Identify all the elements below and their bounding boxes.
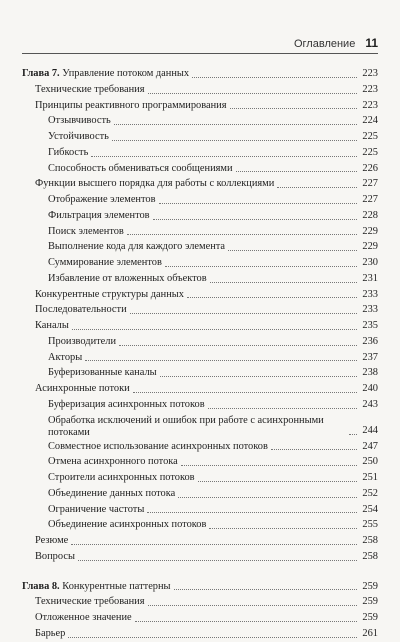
toc-entry-label <box>22 415 346 439</box>
page-number: 11 <box>365 36 378 50</box>
toc-entry[interactable] <box>22 129 378 145</box>
toc-entry-title: Конкурентные паттерны <box>62 580 171 592</box>
toc-entry-title: Выполнение кода для каждого элемента <box>48 241 226 253</box>
leader-dots <box>174 589 357 590</box>
leader-dots <box>71 544 357 545</box>
toc-entry-page: 259 <box>362 580 378 592</box>
toc-entry-label <box>22 66 189 82</box>
toc-entry-title: Резюме <box>35 535 69 546</box>
toc-entry-title: Ограничение частоты <box>48 503 145 515</box>
leader-dots <box>119 345 357 346</box>
leader-dots <box>208 408 357 409</box>
toc-entry-title: Суммирование элементов <box>48 257 162 268</box>
toc-entry-page: 240 <box>362 383 378 394</box>
leader-dots <box>349 434 357 435</box>
toc-entry-page: 223 <box>362 68 378 79</box>
chapter-gap <box>22 565 378 579</box>
toc-entry-page: 226 <box>362 162 378 174</box>
toc-entry-label <box>22 579 171 595</box>
toc-entry-label <box>22 350 82 366</box>
toc-entry[interactable] <box>22 502 378 518</box>
toc-entry-page: 251 <box>362 472 378 483</box>
toc-entry-title: Асинхронные потоки <box>35 383 130 394</box>
leader-dots <box>85 360 357 361</box>
toc-entry-title: Отложенное значение <box>35 612 132 623</box>
header-rule <box>22 53 378 54</box>
toc-entry-title: Устойчивость <box>48 131 109 142</box>
toc-entry-label <box>22 208 150 224</box>
toc-entry-page: 223 <box>362 83 378 95</box>
leader-dots <box>112 140 357 141</box>
toc-entry-page: 231 <box>362 272 378 284</box>
toc-entry-page: 227 <box>362 194 378 205</box>
toc-entry-label <box>22 486 175 502</box>
toc-entry-page: 252 <box>362 487 378 499</box>
toc-entry-page: 244 <box>362 424 378 436</box>
toc-entry-title: Буферизованные каналы <box>48 367 157 379</box>
toc-entry-page: 243 <box>362 398 378 410</box>
toc-entry-page: 255 <box>362 519 378 531</box>
toc-entry[interactable] <box>22 626 378 642</box>
toc-entry[interactable] <box>22 302 378 318</box>
toc-entry-title: Обработка исключений и ошибок при работе с асинхронными потоками <box>48 414 324 438</box>
toc-entry-title: Конкурентные структуры данных <box>35 288 184 300</box>
toc-entry[interactable] <box>22 549 378 565</box>
leader-dots <box>271 449 357 450</box>
toc-entry-title: Избавление от вложенных объектов <box>48 272 207 284</box>
toc-entry-page: 233 <box>362 304 378 316</box>
toc-entry-title: Отзывчивость <box>48 115 111 127</box>
toc-entry-page: 250 <box>362 456 378 468</box>
leader-dots <box>277 187 357 188</box>
toc-entry-label <box>22 82 145 98</box>
toc-entry-page: 225 <box>362 131 378 142</box>
toc-entry-label <box>22 549 75 565</box>
toc-entry[interactable] <box>22 413 378 439</box>
toc-entry[interactable] <box>22 255 378 271</box>
toc-entry[interactable] <box>22 192 378 208</box>
leader-dots <box>114 124 357 125</box>
table-of-contents <box>22 66 378 642</box>
running-header-title: Оглавление <box>293 38 356 50</box>
leader-dots <box>130 313 357 314</box>
leader-dots <box>181 465 357 466</box>
leader-dots <box>68 637 357 638</box>
toc-entry-label <box>22 113 111 129</box>
toc-entry[interactable] <box>22 98 378 114</box>
toc-entry[interactable] <box>22 365 378 381</box>
toc-entry-label <box>22 224 124 240</box>
toc-entry[interactable] <box>22 397 378 413</box>
toc-entry-label <box>22 594 145 610</box>
toc-entry[interactable] <box>22 82 378 98</box>
leader-dots <box>153 219 357 220</box>
toc-entry-page: 230 <box>362 257 378 268</box>
leader-dots <box>159 203 357 204</box>
toc-entry-label <box>22 517 206 533</box>
leader-dots <box>187 297 357 298</box>
toc-entry-page: 261 <box>362 627 378 639</box>
toc-entry[interactable] <box>22 334 378 350</box>
leader-dots <box>127 234 357 235</box>
toc-entry-label <box>22 192 156 208</box>
toc-entry-page: 228 <box>362 209 378 221</box>
toc-entry-page: 225 <box>362 146 378 158</box>
toc-entry-page: 258 <box>362 535 378 546</box>
toc-entry-title: Отмена асинхронного потока <box>48 456 178 468</box>
toc-entry-page: 258 <box>362 550 378 562</box>
toc-entry[interactable] <box>22 533 378 549</box>
leader-dots <box>135 621 357 622</box>
leader-dots <box>72 329 357 330</box>
leader-dots <box>91 156 357 157</box>
toc-entry[interactable] <box>22 470 378 486</box>
toc-entry-label <box>22 626 65 642</box>
toc-entry-title: Отображение элементов <box>48 194 156 205</box>
toc-entry-title: Управление потоком данных <box>62 68 190 79</box>
toc-entry[interactable] <box>22 287 378 303</box>
toc-entry-label <box>22 239 225 255</box>
toc-entry-title: Технические требования <box>35 83 145 95</box>
toc-entry-label <box>22 334 116 350</box>
toc-entry-title: Гибкость <box>48 146 89 158</box>
toc-entry-label <box>22 381 130 397</box>
toc-entry-title: Фильтрация элементов <box>48 209 150 221</box>
toc-entry-label <box>22 302 127 318</box>
toc-chapter-entry[interactable] <box>22 66 378 82</box>
toc-entry-label <box>22 533 68 549</box>
toc-entry[interactable] <box>22 161 378 177</box>
toc-entry-label <box>22 470 195 486</box>
toc-entry-page: 235 <box>362 320 378 331</box>
leader-dots <box>78 560 357 561</box>
toc-entry[interactable] <box>22 517 378 533</box>
toc-entry-label <box>22 255 162 271</box>
toc-entry[interactable] <box>22 224 378 240</box>
leader-dots <box>198 481 357 482</box>
toc-entry-page: 259 <box>362 596 378 608</box>
toc-entry-page: 259 <box>362 612 378 623</box>
toc-entry[interactable] <box>22 271 378 287</box>
toc-entry-label <box>22 98 227 114</box>
toc-entry-title: Объединение данных потока <box>48 487 176 499</box>
toc-chapter-entry[interactable] <box>22 579 378 595</box>
toc-entry[interactable] <box>22 486 378 502</box>
toc-entry-page: 236 <box>362 335 378 347</box>
toc-entry-title: Производители <box>48 335 117 347</box>
toc-entry-page: 223 <box>362 99 378 111</box>
toc-entry-page: 229 <box>362 241 378 253</box>
toc-entry[interactable] <box>22 381 378 397</box>
leader-dots <box>160 376 357 377</box>
leader-dots <box>228 250 357 251</box>
toc-entry-label <box>22 365 157 381</box>
leader-dots <box>178 497 357 498</box>
toc-entry-label <box>22 502 144 518</box>
toc-entry-page: 229 <box>362 225 378 237</box>
toc-entry[interactable] <box>22 454 378 470</box>
toc-entry-page: 254 <box>362 503 378 515</box>
toc-entry-label <box>22 271 207 287</box>
toc-entry-title: Принципы реактивного программирования <box>35 99 227 111</box>
chapter-number: Глава 7. <box>22 68 60 79</box>
toc-entry-title: Способность обмениваться сообщениями <box>48 162 233 174</box>
leader-dots <box>210 282 357 283</box>
toc-entry-label <box>22 176 274 192</box>
toc-entry-label <box>22 454 178 470</box>
toc-entry-label <box>22 397 205 413</box>
toc-entry-label <box>22 439 268 455</box>
toc-entry[interactable] <box>22 439 378 455</box>
toc-entry-page: 224 <box>362 115 378 127</box>
toc-entry-label <box>22 610 132 626</box>
toc-entry[interactable] <box>22 594 378 610</box>
leader-dots <box>192 77 357 78</box>
toc-entry-page: 227 <box>362 178 378 190</box>
toc-entry[interactable] <box>22 610 378 626</box>
toc-entry-page: 247 <box>362 440 378 452</box>
toc-entry-title: Объединение асинхронных потоков <box>48 519 207 531</box>
toc-entry-title: Барьер <box>35 627 66 639</box>
toc-entry-page: 237 <box>362 351 378 363</box>
leader-dots <box>209 528 357 529</box>
toc-entry-label <box>22 129 109 145</box>
toc-entry-label <box>22 318 69 334</box>
leader-dots <box>165 266 357 267</box>
toc-entry[interactable] <box>22 208 378 224</box>
leader-dots <box>230 108 357 109</box>
toc-entry[interactable] <box>22 350 378 366</box>
toc-entry-label <box>22 287 184 303</box>
toc-entry-title: Строители асинхронных потоков <box>48 472 195 483</box>
running-header <box>294 36 378 50</box>
toc-entry-title: Совместное использование асинхронных потоков <box>48 440 268 452</box>
leader-dots <box>147 512 357 513</box>
toc-entry-title: Технические требования <box>35 596 145 608</box>
toc-entry-page: 238 <box>362 367 378 379</box>
toc-entry-label <box>22 145 88 161</box>
toc-entry-title: Поиск элементов <box>48 225 124 237</box>
toc-entry-title: Последовательности <box>35 304 127 316</box>
toc-entry-title: Функции высшего порядка для работы с коллекциями <box>35 178 275 190</box>
toc-entry-title: Акторы <box>48 351 83 363</box>
leader-dots <box>148 93 357 94</box>
toc-entry-title: Вопросы <box>35 550 75 562</box>
toc-entry-label <box>22 161 233 177</box>
chapter-number: Глава 8. <box>22 580 60 592</box>
toc-entry[interactable] <box>22 145 378 161</box>
toc-entry-title: Каналы <box>35 320 69 331</box>
leader-dots <box>236 171 357 172</box>
toc-entry-title: Буферизация асинхронных потоков <box>48 398 205 410</box>
toc-entry-page: 233 <box>362 288 378 300</box>
toc-entry[interactable] <box>22 176 378 192</box>
toc-entry[interactable] <box>22 239 378 255</box>
leader-dots <box>133 392 357 393</box>
leader-dots <box>148 605 357 606</box>
toc-entry[interactable] <box>22 113 378 129</box>
toc-entry[interactable] <box>22 318 378 334</box>
